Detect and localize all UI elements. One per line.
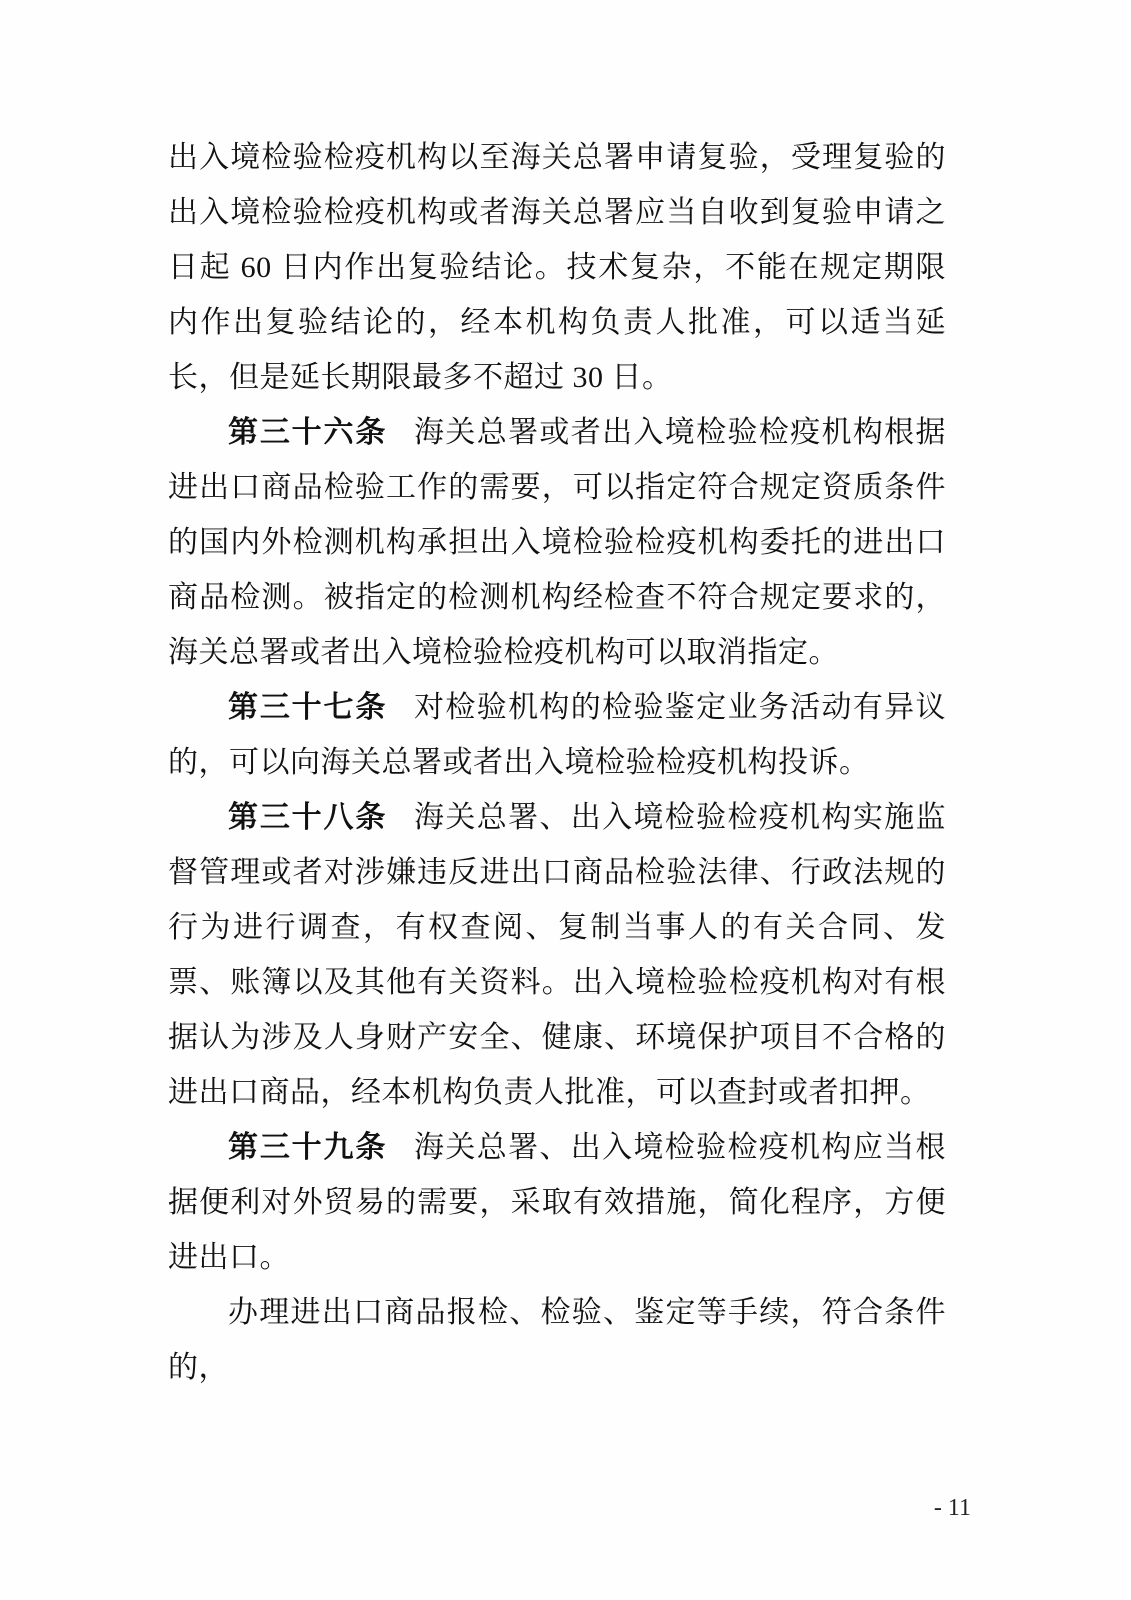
paragraph-text: 海关总署、出入境检验检疫机构应当根据便利对外贸易的需要，采取有效措施，简化程序，方便进出口。 <box>168 1131 947 1274</box>
paragraph-text: 办理进出口商品报检、检验、鉴定等手续，符合条件的， <box>168 1296 946 1384</box>
article-label: 第三十六条 <box>228 416 388 449</box>
article-label: 第三十八条 <box>228 801 388 834</box>
article-label: 第三十七条 <box>228 691 388 724</box>
page-number: - 11 <box>933 1495 971 1521</box>
paragraph-continuation <box>168 130 946 405</box>
paragraph-article-38 <box>168 790 946 1120</box>
paragraph-text: 海关总署或者出入境检验检疫机构根据进出口商品检验工作的需要，可以指定符合规定资质条件的国内外检测机构承担出入境检验检疫机构委托的进出口商品检测。被指定的检测机构经检查不符合规定要求的，海关总署或者出入境检验检疫机构可以取消指定。 <box>168 416 947 669</box>
paragraph-article-39 <box>168 1120 946 1285</box>
paragraph-text: 对检验机构的检验鉴定业务活动有异议的，可以向海关总署或者出入境检验检疫机构投诉。 <box>168 691 947 779</box>
paragraph-article-37 <box>168 680 946 790</box>
paragraph-article-36 <box>168 405 946 680</box>
paragraph-article-39-continued <box>168 1285 946 1395</box>
page-body <box>168 130 946 1395</box>
paragraph-text: 出入境检验检疫机构以至海关总署申请复验，受理复验的出入境检验检疫机构或者海关总署应当自收到复验申请之日起 60 日内作出复验结论。技术复杂，不能在规定期限内作出复验结论的，经本机构负责人批准，可以适当延长，但是延长期限最多不超过 30 日。 <box>168 141 946 394</box>
article-label: 第三十九条 <box>228 1131 388 1164</box>
paragraph-text: 海关总署、出入境检验检疫机构实施监督管理或者对涉嫌违反进出口商品检验法律、行政法规的行为进行调查，有权查阅、复制当事人的有关合同、发票、账簿以及其他有关资料。出入境检验检疫机构对有根据认为涉及人身财产安全、健康、环境保护项目不合格的进出口商品，经本机构负责人批准，可以查封或者扣押。 <box>168 801 947 1109</box>
